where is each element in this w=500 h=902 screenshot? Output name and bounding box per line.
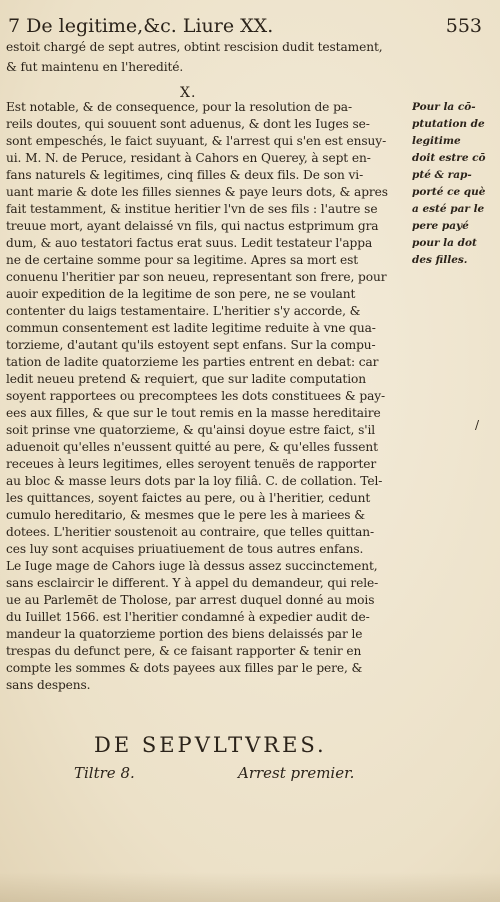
margin-note: doit estre cō (412, 152, 486, 164)
margin-note: porté ce què (412, 186, 486, 198)
text-line: ue au Parlemēt de Tholose, par arrest duquel donné au mois (6, 593, 375, 607)
text-line: estoit chargé de sept autres, obtint rescision dudit testament, (6, 40, 383, 54)
text-line: uant marie & dote les filles siennes & paye leurs dots, & apres (6, 185, 388, 199)
margin-mark: / (475, 418, 480, 432)
margin-note: des filles. (412, 254, 468, 266)
text-line: sont empeschés, le faict suyuant, & l'arrest qui s'en est ensuy- (6, 134, 387, 148)
text-line: ui. M. N. de Peruce, residant à Cahors en Querey, à sept en- (6, 151, 371, 165)
text-line: compte les sommes & dots payees aux filles par le pere, & (6, 661, 363, 675)
text-line: treuue mort, ayant delaissé vn fils, qui nactus estprimum gra (6, 219, 379, 233)
text-line: fait testamment, & institue heritier l'vn de ses fils : l'autre se (6, 202, 378, 216)
text-line: reils doutes, qui souuent sont aduenus, & dont les Iuges se- (6, 117, 370, 131)
running-header (8, 14, 488, 38)
margin-note: pere payé (412, 220, 469, 232)
section-number: X. (180, 85, 197, 101)
tiltre-label: Tiltre 8. (74, 764, 135, 782)
margin-note: legitime (412, 135, 461, 147)
text-line: ne de certaine somme pour sa legitime. Apres sa mort est (6, 253, 359, 267)
text-line: Est notable, & de consequence, pour la resolution de pa- (6, 100, 352, 114)
text-line: trespas du defunct pere, & ce faisant rapporter & tenir en (6, 644, 362, 658)
text-line: conuenu l'heritier par son neueu, representant son frere, pour (6, 270, 387, 284)
text-line: cumulo hereditario, & mesmes que le pere les à mariees & (6, 508, 365, 522)
text-line: dum, & auo testatori factus erat suus. Ledit testateur l'appa (6, 236, 373, 250)
text-line: contenter du laigs testamentaire. L'heritier s'y accorde, & (6, 304, 361, 318)
text-line: ledit neueu pretend & requiert, que sur ladite computation (6, 372, 367, 386)
text-line: dotees. L'heritier soustenoit au contraire, que telles quittan- (6, 525, 375, 539)
text-line: aduenoit qu'elles n'eussent quitté au pere, & qu'elles fussent (6, 440, 378, 454)
text-line: du Iuillet 1566. est l'heritier condamné à expedier audit de- (6, 610, 370, 624)
text-line: fans naturels & legitimes, cinq filles & deux fils. De son vi- (6, 168, 364, 182)
text-line: ces luy sont acquises priuatiuement de tous autres enfans. (6, 542, 364, 556)
text-line: torzieme, d'autant qu'ils estoyent sept enfans. Sur la compu- (6, 338, 376, 352)
text-line: auoir expedition de la legitime de son pere, ne se voulant (6, 287, 356, 301)
text-line: Le Iuge mage de Cahors iuge là dessus assez succinctement, (6, 559, 378, 573)
text-line: au bloc & masse leurs dots par la loy filiâ. C. de collation. Tel- (6, 474, 383, 488)
margin-note: pour la dot (412, 237, 477, 249)
text-line: soit prinse vne quatorzieme, & qu'ainsi doyue estre faict, s'il (6, 423, 376, 437)
text-line: ees aux filles, & que sur le tout remis en la masse hereditaire (6, 406, 381, 420)
text-line: sans esclaircir le different. Y à appel du demandeur, qui rele- (6, 576, 379, 590)
page-edge-shadow (0, 872, 500, 902)
arrest-label: Arrest premier. (238, 764, 355, 782)
text-line: sans despens. (6, 678, 91, 692)
margin-note: Pour la cō- (412, 101, 476, 113)
header-title: 7 De legitime,&c. Liure XX. (8, 15, 274, 37)
text-line: les quittances, soyent faictes au pere, ou à l'heritier, cedunt (6, 491, 371, 505)
margin-note: pté & rap- (412, 169, 472, 181)
margin-note: ptutation de (412, 118, 485, 130)
text-line: receues à leurs legitimes, elles seroyent tenuës de rapporter (6, 457, 377, 471)
text-line: commun consentement est ladite legitime reduite à vne qua- (6, 321, 376, 335)
margin-note: a esté par le (412, 203, 485, 215)
section-title: DE SEPVLTVRES. (94, 733, 327, 757)
text-line: tation de ladite quatorzieme les parties entrent en debat: car (6, 355, 379, 369)
text-line: & fut maintenu en l'heredité. (6, 60, 184, 74)
page-number: 553 (445, 15, 482, 37)
text-line: soyent rapportees ou precomptees les dots constituees & pay- (6, 389, 386, 403)
text-line: mandeur la quatorzieme portion des biens delaissés par le (6, 627, 363, 641)
